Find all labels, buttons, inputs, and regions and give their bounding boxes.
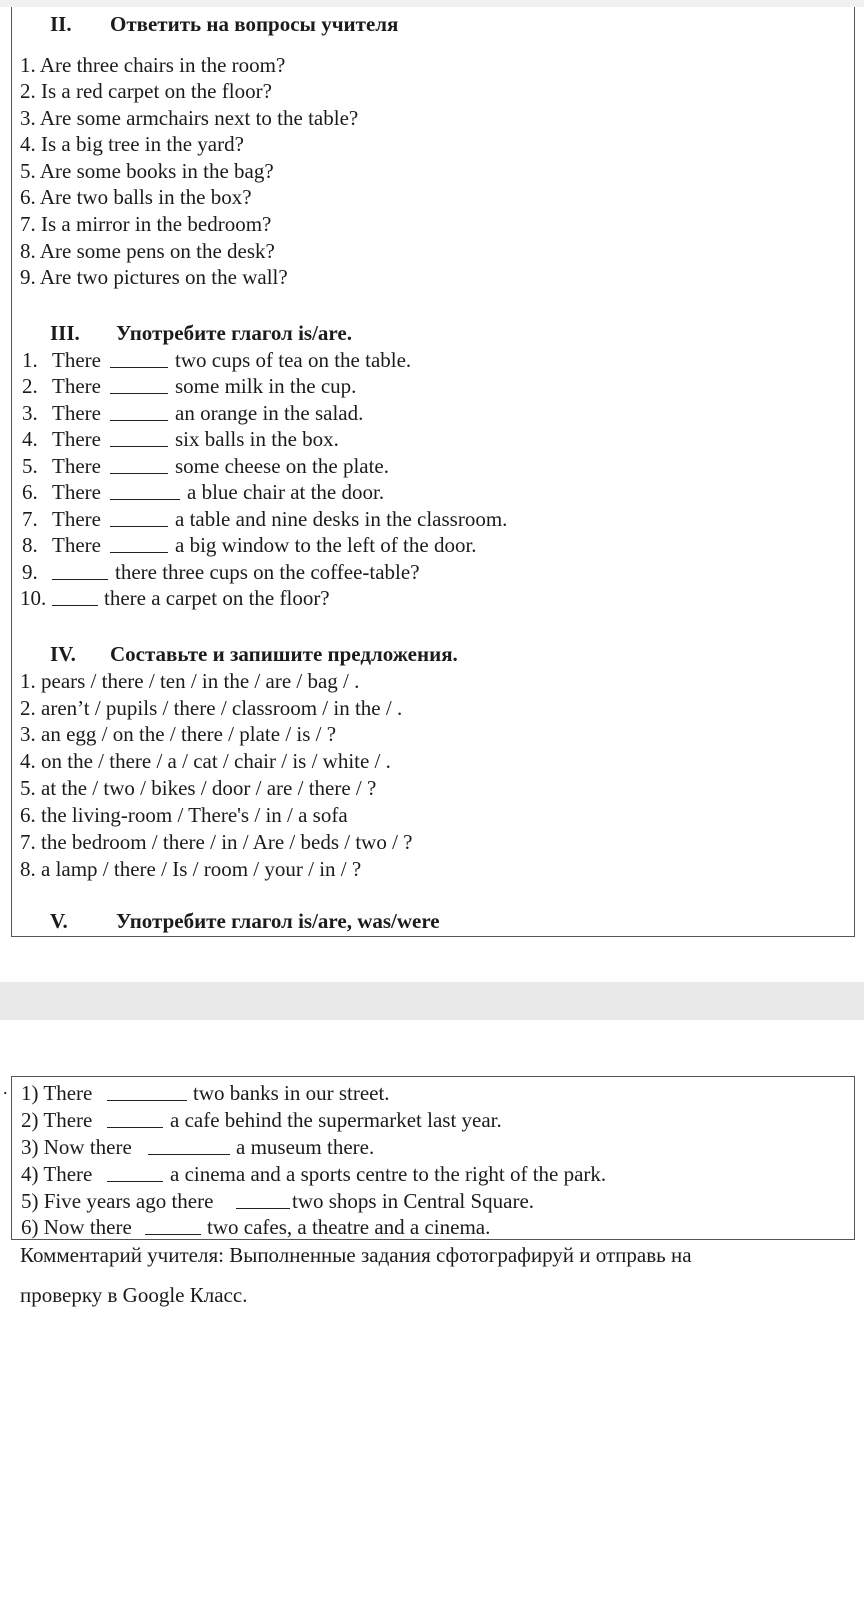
fill-item: [22, 400, 38, 426]
sentence-item: 8. a lamp / there / Is / room / your / in / ?: [20, 857, 362, 881]
teacher-comment-line2: проверку в Google Класс.: [20, 1283, 248, 1307]
sentence-item: 1. pears / there / ten / in the / are / bag / .: [20, 669, 360, 693]
answer-blank[interactable]: [236, 1190, 290, 1209]
question-item: 6. Are two balls in the box?: [20, 185, 252, 209]
item-start: 2) There: [21, 1108, 93, 1132]
question-item: 5. Are some books in the bag?: [20, 159, 274, 183]
item-text: an orange in the salad.: [175, 401, 364, 425]
item-number: 10.: [20, 586, 47, 610]
item-number: 5.: [22, 454, 38, 478]
item-start: 1) There: [21, 1081, 93, 1105]
section-4-title: Составьте и запишите предложения.: [110, 642, 458, 666]
item-text: there a carpet on the floor?: [104, 586, 330, 610]
fill-item: [22, 479, 38, 505]
item-text: two cups of tea on the table.: [175, 348, 412, 372]
item-start: There: [52, 533, 101, 557]
item-start: 4) There: [21, 1162, 93, 1186]
item-number: 4.: [22, 427, 38, 451]
answer-blank[interactable]: [107, 1109, 163, 1128]
item-number: 7.: [22, 507, 38, 531]
answer-blank[interactable]: [110, 349, 168, 368]
item-text: some cheese on the plate.: [175, 454, 389, 478]
answer-blank[interactable]: [110, 481, 180, 500]
item-text: two cafes, a theatre and a cinema.: [207, 1215, 491, 1239]
item-start: 3) Now there: [21, 1135, 132, 1159]
page-break-band: [0, 982, 864, 1020]
section-5-title: Употребите глагол is/are, was/were: [116, 909, 440, 933]
item-text: a table and nine desks in the classroom.: [175, 507, 508, 531]
item-start: 5) Five years ago there: [21, 1189, 214, 1213]
sentence-item: 7. the bedroom / there / in / Are / beds / two / ?: [20, 830, 413, 854]
item-number: 3.: [22, 401, 38, 425]
item-start: There: [52, 480, 101, 504]
answer-blank[interactable]: [52, 587, 98, 606]
section-2-title: Ответить на вопросы учителя: [110, 12, 399, 36]
teacher-comment-line1: Комментарий учителя: Выполненные задания сфотографируй и отправь на: [20, 1243, 692, 1267]
answer-blank[interactable]: [110, 534, 168, 553]
item-number: 2.: [22, 374, 38, 398]
answer-blank[interactable]: [52, 561, 108, 580]
item-text: some milk in the cup.: [175, 374, 357, 398]
fill-item: [22, 347, 38, 373]
fill-item: [22, 373, 38, 399]
section-3-heading: [50, 320, 352, 346]
sentence-item: 3. an egg / on the / there / plate / is / ?: [20, 722, 337, 746]
fill-item: [22, 532, 38, 558]
answer-blank[interactable]: [110, 508, 168, 527]
item-number: 6.: [22, 480, 38, 504]
question-item: 9. Are two pictures on the wall?: [20, 265, 288, 289]
question-item: 3. Are some armchairs next to the table?: [20, 106, 359, 130]
sentence-item: 2. aren’t / pupils / there / classroom / in the / .: [20, 696, 403, 720]
section-4-heading: [50, 641, 458, 667]
section-5-number: V.: [50, 909, 68, 933]
item-number: 1.: [22, 348, 38, 372]
question-item: 7. Is a mirror in the bedroom?: [20, 212, 272, 236]
answer-blank[interactable]: [110, 402, 168, 421]
item-text: a museum there.: [236, 1135, 375, 1159]
section-4-number: IV.: [50, 642, 76, 666]
item-text: there three cups on the coffee-table?: [115, 560, 420, 584]
section-3-number: III.: [50, 321, 80, 345]
sentence-item: 5. at the / two / bikes / door / are / there / ?: [20, 776, 377, 800]
item-number: 8.: [22, 533, 38, 557]
section-3-title: Употребите глагол is/are.: [116, 321, 352, 345]
item-text: a big window to the left of the door.: [175, 533, 477, 557]
item-start: There: [52, 427, 101, 451]
fill-item: [20, 585, 46, 611]
fill-item: [22, 453, 38, 479]
section-2-number: II.: [50, 12, 72, 36]
item-text: two shops in Central Square.: [292, 1189, 535, 1213]
margin-mark: .: [3, 1078, 8, 1098]
fill-item: [22, 426, 38, 452]
question-item: 8. Are some pens on the desk?: [20, 239, 275, 263]
item-start: There: [52, 401, 101, 425]
item-text: a cinema and a sports centre to the right of the park.: [170, 1162, 607, 1186]
item-text: two banks in our street.: [193, 1081, 390, 1105]
item-start: There: [52, 454, 101, 478]
item-text: a blue chair at the door.: [187, 480, 385, 504]
answer-blank[interactable]: [110, 455, 168, 474]
section-2-heading: [50, 11, 398, 37]
fill-item: [22, 506, 38, 532]
answer-blank[interactable]: [110, 375, 168, 394]
answer-blank[interactable]: [148, 1136, 230, 1155]
item-number: 9.: [22, 560, 38, 584]
item-text: six balls in the box.: [175, 427, 339, 451]
top-strip: [0, 0, 864, 7]
item-start: 6) Now there: [21, 1215, 132, 1239]
sentence-item: 6. the living-room / There's / in / a sofa: [20, 803, 348, 827]
item-start: There: [52, 348, 101, 372]
item-start: There: [52, 507, 101, 531]
section-5-heading: [50, 908, 440, 934]
question-item: 2. Is a red carpet on the floor?: [20, 79, 272, 103]
answer-blank[interactable]: [107, 1163, 163, 1182]
item-text: a cafe behind the supermarket last year.: [170, 1108, 502, 1132]
answer-blank[interactable]: [107, 1082, 187, 1101]
answer-blank[interactable]: [110, 428, 168, 447]
item-start: There: [52, 374, 101, 398]
question-item: 1. Are three chairs in the room?: [20, 53, 286, 77]
sentence-item: 4. on the / there / a / cat / chair / is / white / .: [20, 749, 391, 773]
fill-item: [22, 559, 38, 585]
question-item: 4. Is a big tree in the yard?: [20, 132, 244, 156]
answer-blank[interactable]: [145, 1216, 201, 1235]
